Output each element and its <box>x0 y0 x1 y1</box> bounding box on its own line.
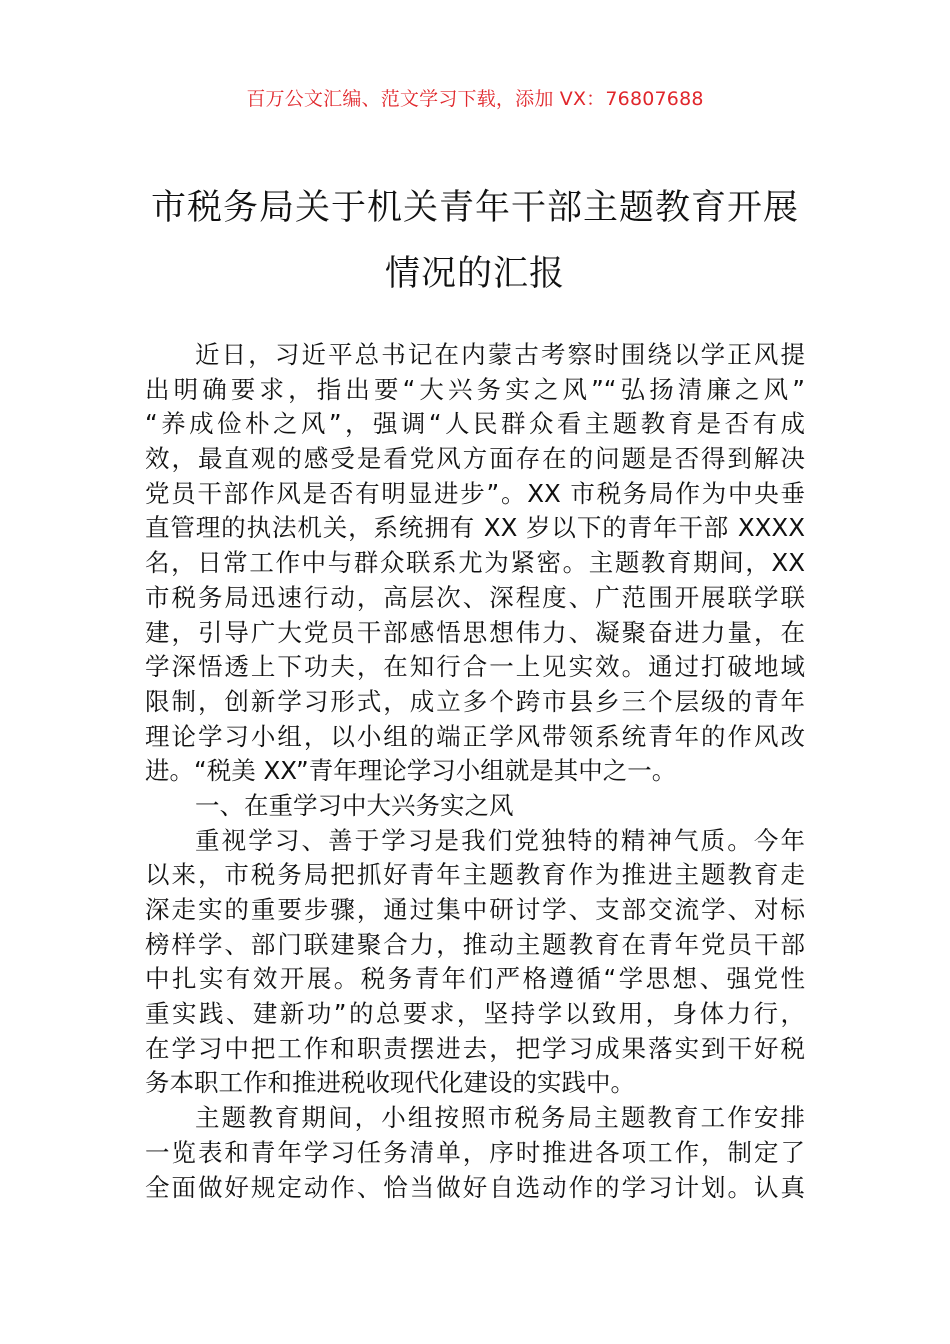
text-line: 限制，创新学习形式，成立多个跨市县乡三个层级的青年 <box>145 686 805 716</box>
paragraph <box>145 824 805 1102</box>
text-line: “养成俭朴之风”，强调“人民群众看主题教育是否有成 <box>145 409 805 439</box>
text-line: 主题教育期间，小组按照市税务局主题教育工作安排 <box>195 1103 805 1133</box>
text-line: 直管理的执法机关，系统拥有 XX 岁以下的青年干部 XXXX <box>145 513 805 543</box>
text-line: 出明确要求，指出要“大兴务实之风”“弘扬清廉之风” <box>145 374 805 404</box>
paragraph <box>145 338 805 789</box>
document-title-line-2: 情况的汇报 <box>384 254 565 294</box>
text-line: 效，最直观的感受是看党风方面存在的问题是否得到解决 <box>145 444 805 474</box>
text-line: 学深悟透上下功夫，在知行合一上见实效。通过打破地域 <box>145 652 805 682</box>
paragraph <box>145 1101 805 1205</box>
text-line: 以来，市税务局把抓好青年主题教育作为推进主题教育走 <box>145 860 805 890</box>
text-line: 进。“税美 XX”青年理论学习小组就是其中之一。 <box>145 756 677 786</box>
document-title-line-1: 市税务局关于机关青年干部主题教育开展 <box>150 188 799 228</box>
text-line: 一、在重学习中大兴务实之风 <box>195 790 514 820</box>
text-line: 近日，习近平总书记在内蒙古考察时围绕以学正风提 <box>195 340 805 369</box>
text-line: 名，日常工作中与群众联系尤为紧密。主题教育期间，XX <box>145 548 805 578</box>
text-line: 一览表和青年学习任务清单，序时推进各项工作，制定了 <box>145 1137 805 1167</box>
promo-header: 百万公文汇编、范文学习下载，添加 VX：76807688 <box>246 88 704 110</box>
text-line: 党员干部作风是否有明显进步”。XX 市税务局作为中央垂 <box>145 478 805 508</box>
text-line: 中扎实有效开展。税务青年们严格遵循“学思想、强党性 <box>145 964 805 994</box>
text-line: 务本职工作和推进税收现代化建设的实践中。 <box>145 1068 635 1098</box>
text-line: 深走实的重要步骤，通过集中研讨学、支部交流学、对标 <box>145 895 805 924</box>
text-line: 重实践、建新功”的总要求，坚持学以致用，身体力行， <box>145 999 805 1029</box>
text-line: 重视学习、善于学习是我们党独特的精神气质。今年 <box>195 825 805 855</box>
text-line: 榜样学、部门联建聚合力，推动主题教育在青年党员干部 <box>145 929 805 959</box>
text-line: 全面做好规定动作、恰当做好自选动作的学习计划。认真 <box>145 1172 805 1202</box>
text-line: 在学习中把工作和职责摆进去，把学习成果落实到干好税 <box>145 1033 805 1063</box>
section-heading <box>145 789 805 824</box>
text-line: 理论学习小组，以小组的端正学风带领系统青年的作风改 <box>145 721 805 751</box>
text-line: 市税务局迅速行动，高层次、深程度、广范围开展联学联 <box>145 582 805 612</box>
text-line: 建，引导广大党员干部感悟思想伟力、凝聚奋进力量，在 <box>145 617 805 647</box>
document-body <box>145 338 805 1205</box>
